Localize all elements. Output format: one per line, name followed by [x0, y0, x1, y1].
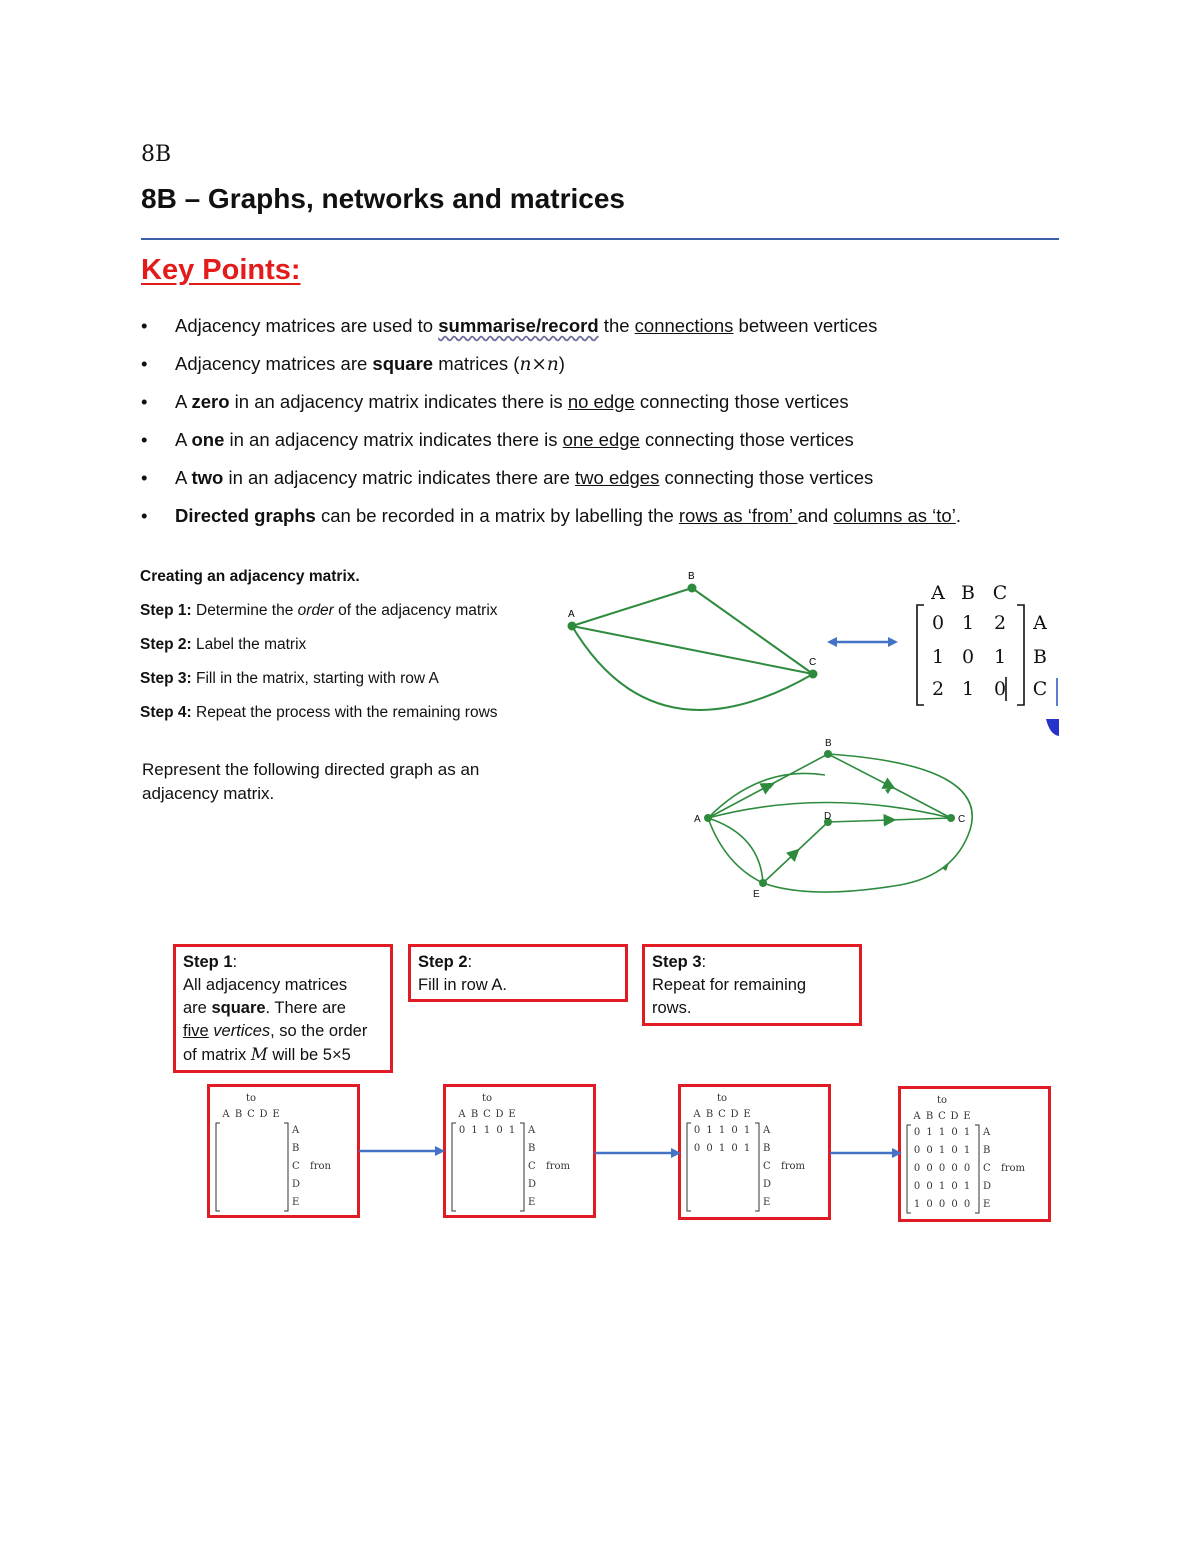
bullet-dot: • [141, 315, 148, 336]
column-label: D [495, 1109, 504, 1120]
row-label: A [292, 1125, 300, 1136]
bullet-item [141, 464, 1071, 502]
bullet-item [141, 388, 1071, 426]
column-label: C [483, 1109, 491, 1120]
matrix-cell: 0 [963, 1199, 971, 1210]
matrix-cell: 0 [706, 1143, 713, 1154]
row-label: C [528, 1161, 536, 1172]
directed-graph [690, 735, 985, 905]
row-label: A [983, 1127, 991, 1138]
step-1-line: Step 1: Determine the order of the adjacency matrix [140, 602, 498, 619]
matrix-cell: 1 [508, 1125, 516, 1136]
matrix-cell: 0 [951, 1163, 958, 1174]
key-points-heading: Key Points: [141, 254, 301, 286]
vertex-c-label: C [809, 657, 817, 668]
matrix-cell: 0 [913, 1145, 921, 1156]
title-rule [141, 238, 1059, 240]
two-row-matrix [681, 1087, 828, 1217]
matrix-box-2 [443, 1084, 596, 1218]
step-3-text: Repeat for remaining rows. [652, 976, 807, 1017]
abc-row-label: C [1032, 678, 1048, 700]
right-bracket [520, 1123, 524, 1211]
right-bracket [975, 1125, 979, 1213]
abc-adjacency-matrix [905, 575, 1065, 740]
row-label: E [292, 1197, 300, 1208]
right-bracket [284, 1123, 288, 1211]
row-label: D [528, 1179, 537, 1190]
complete-matrix [901, 1089, 1048, 1219]
edge-a-b [572, 588, 692, 626]
edge-b-c [828, 754, 951, 818]
row-label: C [983, 1163, 991, 1174]
matrix-cell: 0 [693, 1143, 701, 1154]
bullet-item [141, 426, 1071, 464]
step-2-box [408, 944, 628, 1002]
row-label: C [763, 1161, 771, 1172]
edge-a-e [708, 818, 763, 883]
step-1-box: Step 1: All adjacency matrices are square. There are five vertices, so the order of matrix M will be 5×5 [173, 944, 393, 1073]
matrix-cell: 1 [471, 1125, 478, 1136]
abc-cell: 1 [993, 646, 1007, 668]
matrix-cell: 0 [913, 1181, 921, 1192]
row-label: B [292, 1143, 300, 1154]
bullet-dot: • [141, 429, 148, 450]
matrix-cell: 0 [951, 1199, 958, 1210]
matrix-cell: 0 [458, 1125, 466, 1136]
bullet-text: A one in an adjacency matrix indicates there is one edge connecting those vertices [175, 429, 854, 450]
bullet-item [141, 312, 1071, 350]
arrow-icon [830, 1142, 902, 1162]
step-2-line: Step 2: Label the matrix [140, 636, 307, 653]
matrix-cell: 0 [926, 1181, 933, 1192]
row-label: C [292, 1161, 300, 1172]
step-1-heading: Step 1: [183, 953, 238, 971]
matrix-cell: 1 [743, 1143, 751, 1154]
resize-handle-icon [1046, 719, 1059, 736]
abc-col-label: B [961, 582, 975, 604]
matrix-cell: 0 [951, 1127, 958, 1138]
bullet-dot: • [141, 353, 148, 374]
bullet-text: Adjacency matrices are used to summarise/record the connections between vertices [175, 315, 878, 336]
abc-col-label: C [992, 582, 1008, 604]
matrix-cell: 0 [926, 1199, 933, 1210]
matrix-cell: 1 [483, 1125, 491, 1136]
bullet-item [141, 502, 1071, 540]
column-label: D [730, 1109, 739, 1120]
step-3-box [642, 944, 862, 1026]
double-arrow-icon [825, 630, 900, 654]
row-label: D [763, 1179, 772, 1190]
from-label: from [781, 1161, 805, 1172]
to-label: to [481, 1093, 493, 1104]
edge-e-a [708, 818, 763, 883]
column-label: B [925, 1111, 934, 1122]
edge-e-d [763, 822, 828, 883]
column-label: C [718, 1109, 726, 1120]
vertex-a-label: A [694, 814, 701, 825]
vertex-b [688, 584, 697, 593]
matrix-cell: 1 [938, 1181, 946, 1192]
vertex-a [568, 622, 577, 631]
bullet-dot: • [141, 505, 148, 526]
step-3-heading: Step 3: [652, 953, 707, 971]
row-a-matrix [446, 1087, 593, 1215]
matrix-box-4 [898, 1086, 1051, 1222]
row-label: A [763, 1125, 771, 1136]
vertex-b [824, 750, 832, 758]
matrix-cell: 1 [718, 1125, 726, 1136]
edge-a-c [572, 626, 813, 674]
empty-matrix [210, 1087, 357, 1215]
edge-a-c-curved [572, 626, 813, 710]
matrix-cell: 1 [718, 1143, 726, 1154]
bullet-text: Directed graphs can be recorded in a matrix by labelling the rows as ‘from’ and columns as ‘to’. [175, 505, 961, 526]
vertex-c-label: C [958, 814, 966, 825]
matrix-cell: 0 [951, 1145, 958, 1156]
matrix-cell: 0 [926, 1163, 933, 1174]
from-label: fron [310, 1161, 331, 1172]
step-1-text: All adjacency matrices [183, 976, 348, 994]
step-4-line: Step 4: Repeat the process with the remaining rows [140, 704, 498, 721]
edge-d-c [828, 818, 951, 822]
left-bracket [687, 1123, 691, 1211]
matrix-box-1 [207, 1084, 360, 1218]
vertex-b-label: B [688, 571, 695, 582]
matrix-cell: 0 [913, 1127, 921, 1138]
vertex-e [759, 879, 767, 887]
directed-graph-prompt: Represent the following directed graph as an adjacency matrix. [142, 760, 480, 803]
matrix-cell: 0 [496, 1125, 503, 1136]
matrix-cell: 1 [938, 1145, 946, 1156]
abc-cell: 0 [993, 678, 1007, 700]
bullet-item [141, 350, 1071, 388]
row-label: E [763, 1197, 771, 1208]
to-label: to [936, 1095, 948, 1106]
abc-row-label: A [1033, 612, 1047, 634]
matrix-cell: 1 [963, 1181, 971, 1192]
step-2-heading: Step 2: [418, 953, 473, 971]
matrix-cell: 0 [731, 1143, 738, 1154]
matrix-cell: 1 [938, 1127, 946, 1138]
edge-a-c-upper [708, 773, 825, 818]
page-title: 8B – Graphs, networks and matrices [141, 183, 625, 214]
row-label: D [292, 1179, 301, 1190]
vertex-c [809, 670, 818, 679]
from-label: from [546, 1161, 570, 1172]
abc-cell: 0 [931, 612, 945, 634]
matrix-cell: 0 [926, 1145, 933, 1156]
bullet-dot: • [141, 467, 148, 488]
column-label: B [234, 1109, 243, 1120]
column-label: A [222, 1109, 230, 1120]
column-label: B [470, 1109, 479, 1120]
right-bracket [755, 1123, 759, 1211]
row-label: B [763, 1143, 771, 1154]
from-label: from [1001, 1163, 1025, 1174]
to-label: to [716, 1093, 728, 1104]
to-label: to [245, 1093, 257, 1104]
vertex-d-label: D [824, 811, 832, 822]
column-label: E [508, 1109, 516, 1120]
matrix-cell: 1 [706, 1125, 713, 1136]
column-label: C [247, 1109, 255, 1120]
arrow-icon [595, 1142, 681, 1162]
bullet-text: A zero in an adjacency matrix indicates there is no edge connecting those vertices [175, 391, 849, 412]
column-label: B [705, 1109, 714, 1120]
vertex-c [947, 814, 955, 822]
matrix-cell: 1 [926, 1127, 933, 1138]
creating-matrix-heading: Creating an adjacency matrix. [140, 568, 360, 585]
row-label: E [983, 1199, 991, 1210]
matrix-cell: 0 [731, 1125, 738, 1136]
edge-a-b [708, 754, 828, 818]
right-bracket [1017, 605, 1024, 705]
abc-cell: 1 [961, 612, 975, 634]
column-label: A [913, 1111, 921, 1122]
row-label: A [528, 1125, 536, 1136]
abc-row-label: B [1033, 646, 1047, 668]
row-label: D [983, 1181, 992, 1192]
bullet-dot: • [141, 391, 148, 412]
matrix-box-3 [678, 1084, 831, 1220]
matrix-cell: 1 [913, 1199, 921, 1210]
abc-cell: 2 [931, 678, 945, 700]
matrix-cell: 0 [913, 1163, 921, 1174]
abc-cell: 2 [993, 612, 1007, 634]
abc-cell: 1 [961, 678, 975, 700]
matrix-cell: 0 [963, 1163, 971, 1174]
bullet-text: A two in an adjacency matric indicates there are two edges connecting those vertices [175, 467, 874, 488]
left-bracket [907, 1125, 911, 1213]
column-label: A [693, 1109, 701, 1120]
matrix-cell: 0 [938, 1163, 946, 1174]
abc-col-label: A [931, 582, 945, 604]
vertex-a-label: A [568, 609, 575, 620]
matrix-cell: 1 [743, 1125, 751, 1136]
column-label: A [458, 1109, 466, 1120]
matrix-cell: 0 [938, 1199, 946, 1210]
matrix-cell: 1 [963, 1127, 971, 1138]
column-label: D [950, 1111, 959, 1122]
arrow-icon [359, 1140, 445, 1160]
arrowhead-icon [768, 783, 775, 789]
left-bracket [917, 605, 924, 705]
column-label: D [259, 1109, 268, 1120]
left-bracket [216, 1123, 220, 1211]
column-label: E [743, 1109, 751, 1120]
abc-cell: 1 [931, 646, 945, 668]
arrowhead-icon [885, 787, 892, 794]
vertex-e-label: E [753, 889, 760, 900]
row-label: B [983, 1145, 991, 1156]
undirected-graph [560, 565, 840, 720]
row-label: B [528, 1143, 536, 1154]
column-label: E [963, 1111, 971, 1122]
left-bracket [452, 1123, 456, 1211]
column-label: C [938, 1111, 946, 1122]
vertex-b-label: B [825, 738, 832, 749]
step-3-line: Step 3: Fill in the matrix, starting with row A [140, 670, 439, 687]
column-label: E [272, 1109, 280, 1120]
matrix-cell: 0 [951, 1181, 958, 1192]
row-label: E [528, 1197, 536, 1208]
step-2-text: Fill in row A. [418, 976, 507, 994]
page-label: 8B [141, 142, 172, 167]
matrix-cell: 0 [693, 1125, 701, 1136]
vertex-a [704, 814, 712, 822]
matrix-cell: 1 [963, 1145, 971, 1156]
bullet-text: Adjacency matrices are square matrices (n×n) [175, 353, 565, 375]
key-points-list [141, 312, 1071, 540]
abc-cell: 0 [961, 646, 975, 668]
